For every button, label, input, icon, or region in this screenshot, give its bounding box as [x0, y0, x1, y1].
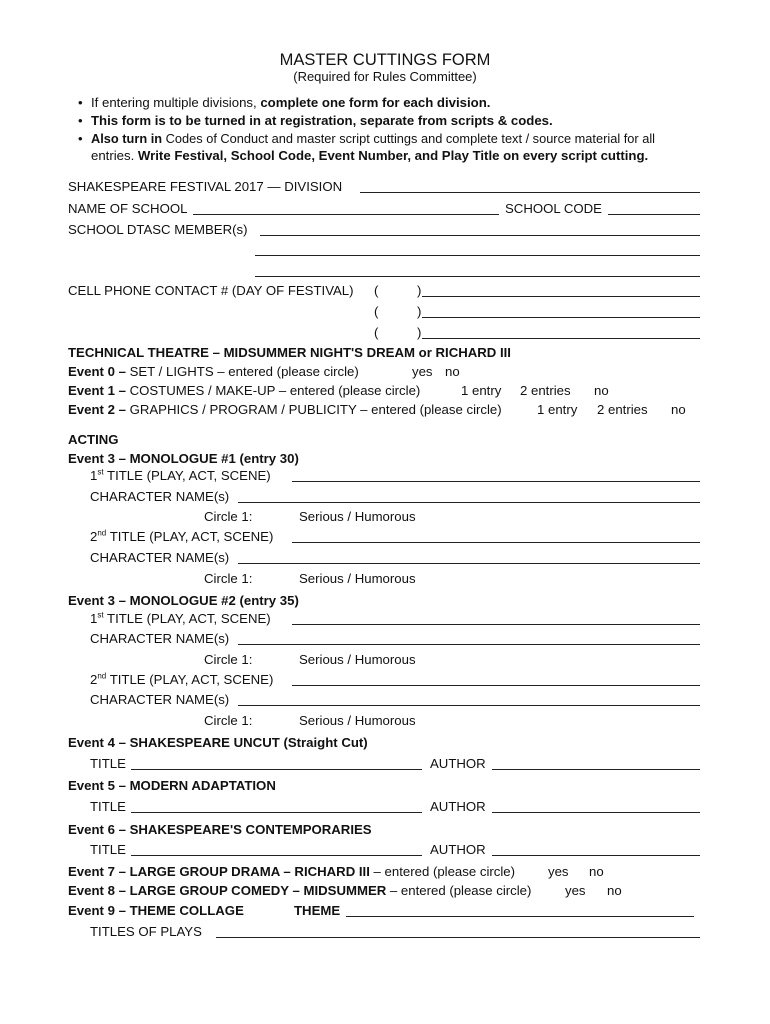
event-2-two-entries[interactable]: 2 entries: [597, 402, 648, 417]
event-0-row: Event 0 – SET / LIGHTS – entered (please circle): [68, 364, 359, 379]
event-8-yes[interactable]: yes: [565, 883, 586, 898]
bullet: •: [78, 95, 83, 110]
paren-close: ): [417, 325, 422, 340]
phone-field-2[interactable]: [422, 317, 700, 318]
e4-title-field[interactable]: [131, 769, 422, 770]
instruction-3: Also turn in Codes of Conduct and master script cuttings and complete text / source material for all: [91, 131, 656, 146]
event-8-no[interactable]: no: [607, 883, 622, 898]
paren-open: (: [374, 304, 379, 319]
e5-title-field[interactable]: [131, 812, 422, 813]
paren-open: (: [374, 283, 379, 298]
instruction-1: If entering multiple divisions, complete one form for each division.: [91, 95, 491, 110]
m2-first-title-field[interactable]: [292, 624, 700, 625]
m2-second-character-field[interactable]: [238, 705, 700, 706]
members-label: SCHOOL DTASC MEMBER(s): [68, 222, 248, 237]
m1-first-title-label: 1st TITLE (PLAY, ACT, SCENE): [90, 467, 271, 483]
m1-second-character-field[interactable]: [238, 563, 700, 564]
m2-first-serious-humorous[interactable]: Serious / Humorous: [299, 652, 416, 667]
school-code-label: SCHOOL CODE: [505, 201, 602, 216]
circle-label: Circle 1:: [204, 509, 253, 524]
event-2-row: Event 2 – GRAPHICS / PROGRAM / PUBLICITY – entered (please circle): [68, 402, 502, 417]
m1-first-serious-humorous[interactable]: Serious / Humorous: [299, 509, 416, 524]
bullet: •: [78, 113, 83, 128]
m2-second-serious-humorous[interactable]: Serious / Humorous: [299, 713, 416, 728]
school-name-label: NAME OF SCHOOL: [68, 201, 188, 216]
member-field-3[interactable]: [255, 276, 700, 277]
m2-first-title-label: 1st TITLE (PLAY, ACT, SCENE): [90, 610, 271, 626]
theme-label: THEME: [294, 903, 341, 918]
m1-second-title-label: 2nd TITLE (PLAY, ACT, SCENE): [90, 528, 274, 544]
school-name-field[interactable]: [193, 214, 499, 215]
acting-heading: ACTING: [68, 432, 119, 447]
theme-field[interactable]: [346, 916, 694, 917]
event-0-yes[interactable]: yes: [412, 364, 433, 379]
phone-field-1[interactable]: [422, 296, 700, 297]
paren-open: (: [374, 325, 379, 340]
e6-author-label: AUTHOR: [430, 842, 486, 857]
technical-heading: TECHNICAL THEATRE – MIDSUMMER NIGHT'S DREAM or RICHARD III: [68, 345, 511, 360]
paren-close: ): [417, 283, 422, 298]
e6-title-label: TITLE: [90, 842, 126, 857]
event-7-yes[interactable]: yes: [548, 864, 569, 879]
member-field-1[interactable]: [260, 235, 700, 236]
event-1-one-entry[interactable]: 1 entry: [461, 383, 502, 398]
bullet: •: [78, 131, 83, 146]
e4-author-field[interactable]: [492, 769, 700, 770]
e5-author-field[interactable]: [492, 812, 700, 813]
m1-second-serious-humorous[interactable]: Serious / Humorous: [299, 571, 416, 586]
member-field-2[interactable]: [255, 255, 700, 256]
instruction-2: This form is to be turned in at registration, separate from scripts & codes.: [91, 113, 553, 128]
m2-second-character-label: CHARACTER NAME(s): [90, 692, 230, 707]
event-4-heading: Event 4 – SHAKESPEARE UNCUT (Straight Cut): [68, 735, 368, 750]
division-field[interactable]: [360, 192, 700, 193]
event-7-row: Event 7 – LARGE GROUP DRAMA – RICHARD III – entered (please circle): [68, 864, 516, 879]
e4-title-label: TITLE: [90, 756, 126, 771]
event-5-heading: Event 5 – MODERN ADAPTATION: [68, 778, 276, 793]
circle-label: Circle 1:: [204, 652, 253, 667]
m1-first-title-field[interactable]: [292, 481, 700, 482]
m2-second-title-field[interactable]: [292, 685, 700, 686]
page-subtitle: (Required for Rules Committee): [293, 69, 477, 84]
event-1-two-entries[interactable]: 2 entries: [520, 383, 571, 398]
titles-of-plays-field[interactable]: [216, 937, 700, 938]
m1-first-character-label: CHARACTER NAME(s): [90, 489, 230, 504]
titles-of-plays-label: TITLES OF PLAYS: [90, 924, 202, 939]
e6-title-field[interactable]: [131, 855, 422, 856]
page-title: MASTER CUTTINGS FORM: [279, 51, 491, 69]
instruction-3-continued: entries. Write Festival, School Code, Event Number, and Play Title on every script cutting.: [91, 148, 649, 163]
event-9-heading: Event 9 – THEME COLLAGE: [68, 903, 244, 918]
event-2-one-entry[interactable]: 1 entry: [537, 402, 578, 417]
festival-division-label: SHAKESPEARE FESTIVAL 2017 — DIVISION: [68, 179, 343, 194]
m1-first-character-field[interactable]: [238, 502, 700, 503]
monologue-2-heading: Event 3 – MONOLOGUE #2 (entry 35): [68, 593, 299, 608]
e5-title-label: TITLE: [90, 799, 126, 814]
event-1-row: Event 1 – COSTUMES / MAKE-UP – entered (please circle): [68, 383, 421, 398]
e5-author-label: AUTHOR: [430, 799, 486, 814]
monologue-1-heading: Event 3 – MONOLOGUE #1 (entry 30): [68, 451, 299, 466]
m2-first-character-field[interactable]: [238, 644, 700, 645]
phone-label: CELL PHONE CONTACT # (DAY OF FESTIVAL): [68, 283, 354, 298]
event-6-heading: Event 6 – SHAKESPEARE'S CONTEMPORARIES: [68, 822, 372, 837]
m1-second-character-label: CHARACTER NAME(s): [90, 550, 230, 565]
school-code-field[interactable]: [608, 214, 700, 215]
event-8-row: Event 8 – LARGE GROUP COMEDY – MIDSUMMER – entered (please circle): [68, 883, 532, 898]
circle-label: Circle 1:: [204, 571, 253, 586]
event-1-no[interactable]: no: [594, 383, 609, 398]
event-0-no[interactable]: no: [445, 364, 460, 379]
phone-field-3[interactable]: [422, 338, 700, 339]
m1-second-title-field[interactable]: [292, 542, 700, 543]
event-7-no[interactable]: no: [589, 864, 604, 879]
e4-author-label: AUTHOR: [430, 756, 486, 771]
m2-first-character-label: CHARACTER NAME(s): [90, 631, 230, 646]
event-2-no[interactable]: no: [671, 402, 686, 417]
m2-second-title-label: 2nd TITLE (PLAY, ACT, SCENE): [90, 671, 274, 687]
e6-author-field[interactable]: [492, 855, 700, 856]
circle-label: Circle 1:: [204, 713, 253, 728]
paren-close: ): [417, 304, 422, 319]
